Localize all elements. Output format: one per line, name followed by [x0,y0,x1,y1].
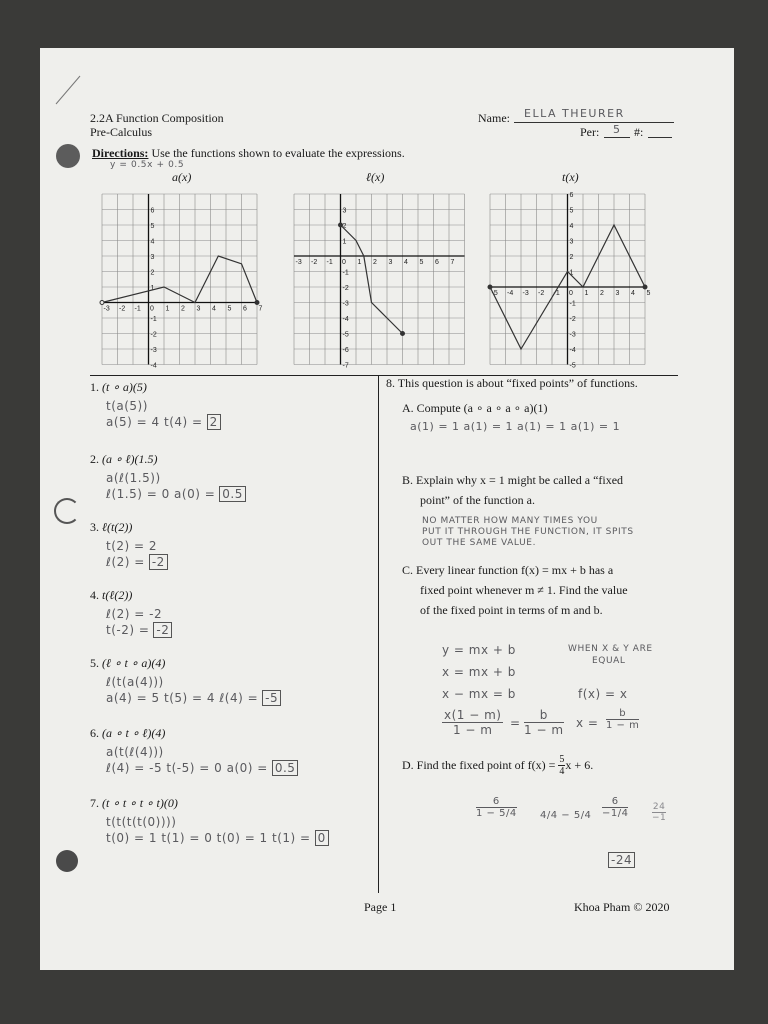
question-prompt: 4. t(ℓ(2)) [90,588,133,602]
question-prompt: 5. (ℓ ∘ t ∘ a)(4) [90,656,166,670]
question-5 [90,654,375,705]
work-line: ℓ(1.5) = 0 a(0) = 0.5 [106,487,375,501]
work-line: t(0) = 1 t(1) = 0 t(0) = 1 t(1) = 0 [106,831,375,845]
graph-a-label: a(x) [172,170,192,184]
x-tick-label: -5 [491,290,498,297]
x-tick-label: -3 [103,305,110,313]
vertical-divider [378,375,379,893]
question-prompt: 2. (a ∘ ℓ)(1.5) [90,452,158,466]
work-line: a(t(ℓ(4))) [106,745,164,759]
x-tick-label: -4 [507,290,514,297]
x-tick-label: 5 [419,259,424,266]
q8-intro: 8. This question is about “fixed points” of functions. [386,376,638,390]
graph-l-label: ℓ(x) [366,170,385,184]
page-number: Page 1 [364,900,397,914]
y-tick-label: 5 [569,207,574,215]
q8d-prompt: D. Find the fixed point of f(x) = $\frac{5}{4}$ x + 6. [402,754,594,777]
y-tick-label: -3 [342,300,349,308]
y-tick-label: 2 [150,269,155,277]
x-tick-label: -2 [119,305,126,313]
question-prompt: 3. ℓ(t(2)) [90,520,133,534]
y-tick-label: -2 [342,285,349,292]
endpoint-marker [488,285,492,289]
directions-note: y = 0.5x + 0.5 [110,160,185,170]
question-2 [90,450,375,501]
period-line [604,137,630,138]
x-tick-label: 0 [569,290,573,297]
q8d-work-2: 4/4 − 5/4 [540,810,592,821]
x-tick-label: 0 [342,259,346,266]
y-tick-label: -5 [569,362,576,368]
x-tick-label: 3 [615,290,620,297]
pencil-mark [54,74,84,106]
x-tick-label: -3 [295,259,302,266]
y-tick-label: -1 [342,269,349,277]
name-label: Name: [478,111,510,125]
answer-box: 0.5 [272,760,299,776]
x-tick-label: 2 [181,305,185,313]
x-tick-label: 1 [165,305,170,313]
copyright: Khoa Pham © 2020 [574,900,670,914]
x-tick-label: -1 [326,259,333,266]
work-line: ℓ(2) = -2 [106,555,375,569]
q8d-fraction: $\frac{5}{4}$ [559,754,565,777]
course-name: Pre-Calculus [90,125,152,139]
q8c-prompt: C. Every linear function f(x) = mx + b has a fixed point whenever m ≠ 1. Find the value of the fixed point in terms of m and b. [402,563,628,617]
x-tick-label: -3 [522,290,529,297]
x-tick-label: -2 [538,290,545,297]
y-tick-label: -1 [150,316,157,323]
x-tick-label: 6 [435,259,439,266]
x-tick-label: 5 [646,290,651,297]
q8c-frac-rhs: b 1 − m [524,708,564,737]
q8c-frac-eq: = [510,716,521,730]
x-tick-label: 4 [631,290,635,297]
x-tick-label: 0 [150,305,154,313]
y-tick-label: 3 [342,207,347,215]
q8d-work-4: 24 −1 [652,802,667,823]
answer-box: 0 [315,830,329,846]
y-tick-label: 6 [150,207,155,215]
y-tick-label: -4 [150,362,157,368]
y-tick-label: -2 [150,331,157,339]
y-tick-label: -4 [569,347,576,354]
graph-l [290,188,466,368]
period-value: 5 [613,123,621,136]
q8d-answer: -24 [608,852,635,868]
q8a-prompt: A. Compute (a ∘ a ∘ a ∘ a)(1) [402,401,548,415]
y-tick-label: 4 [569,223,574,230]
work-line: t(t(t(t(0)))) [106,815,177,829]
q8b-work: NO MATTER HOW MANY TIMES YOU PUT IT THROUGH THE FUNCTION, IT SPITS OUT THE SAME VALUE. [422,516,634,548]
x-tick-label: 4 [212,305,216,313]
q8c-result-frac: b 1 − m [606,708,640,731]
y-tick-label: 3 [569,238,574,246]
answer-box: -2 [149,554,168,570]
x-tick-label: 6 [243,305,247,313]
q8c-work-side2: EQUAL [592,656,626,666]
answer-box: 0.5 [219,486,246,502]
x-tick-label: 7 [258,305,263,313]
x-tick-label: 2 [373,259,377,266]
work-line: ℓ(2) = -2 [106,607,163,621]
hole-punch-bottom [56,850,78,872]
q8c-work-l1: y = mx + b [442,643,516,657]
x-tick-label: 2 [600,290,604,297]
q8c-work-side3: f(x) = x [578,687,628,701]
hole-punch-mid [54,498,80,524]
y-tick-label: 5 [150,223,155,230]
endpoint-marker [339,223,343,227]
name-line [514,122,674,123]
question-1 [90,378,375,429]
y-tick-label: -3 [150,347,157,354]
directions-text: Use the functions shown to evaluate the expressions. [151,146,405,160]
work-line: t(2) = 2 [106,539,158,553]
hole-punch-top [56,144,80,168]
q8c-work-l3: x − mx = b [442,687,516,701]
directions-label: Directions: [92,146,149,160]
x-tick-label: 3 [196,305,201,313]
question-prompt: 7. (t ∘ t ∘ t ∘ t)(0) [90,796,178,810]
y-tick-label: -4 [342,316,349,323]
x-tick-label: 1 [357,259,362,266]
y-tick-label: 1 [342,238,347,246]
work-line: ℓ(4) = -5 t(-5) = 0 a(0) = 0.5 [106,761,375,775]
endpoint-marker [401,332,405,336]
question-6 [90,724,375,775]
x-tick-label: -1 [553,290,560,297]
graph-t-label: t(x) [562,170,579,184]
y-tick-label: -5 [342,331,349,339]
x-tick-label: 1 [584,290,589,297]
work-line: a(5) = 4 t(4) = 2 [106,415,375,429]
y-tick-label: -7 [342,362,349,368]
work-line: a(ℓ(1.5)) [106,471,161,485]
x-tick-label: -1 [134,305,141,313]
work-line: ℓ(t(a(4))) [106,675,164,689]
work-line: t(a(5)) [106,399,148,413]
answer-box: -5 [262,690,281,706]
y-tick-label: 2 [342,223,347,230]
y-tick-label: 1 [150,285,155,292]
x-tick-label: 5 [227,305,232,313]
y-tick-label: 3 [150,254,155,261]
work-line: t(-2) = -2 [106,623,375,637]
q8a-work: a(1) = 1 a(1) = 1 a(1) = 1 a(1) = 1 [410,420,621,433]
y-tick-label: -2 [569,316,576,323]
worksheet-page [40,48,734,970]
period-label: Per: [580,125,600,139]
question-4 [90,586,375,637]
q8d-work-3: 6 −1/4 [602,796,629,819]
question-7 [90,794,375,845]
work-line: a(4) = 5 t(5) = 4 ℓ(4) = -5 [106,691,375,705]
graph-t [486,188,658,368]
endpoint-marker [255,301,259,305]
q8c-frac-lhs: x(1 − m) 1 − m [444,708,502,737]
question-prompt: 6. (a ∘ t ∘ ℓ)(4) [90,726,166,740]
graph-a [98,188,270,368]
directions [92,146,405,161]
x-tick-label: 7 [450,259,455,266]
y-tick-label: 2 [569,254,574,261]
y-tick-label: -6 [342,347,349,354]
q8c-result-lhs: x = [576,716,599,730]
worksheet-title: 2.2A Function Composition [90,111,224,125]
x-tick-label: 3 [388,259,393,266]
y-tick-label: -3 [569,331,576,339]
question-prompt: 1. (t ∘ a)(5) [90,380,147,394]
y-tick-label: 4 [150,238,155,246]
question-3 [90,518,375,569]
answer-box: 2 [207,414,221,430]
q8d-work-1: 6 1 − 5/4 [476,796,517,819]
q8c-work-side1: WHEN X & Y ARE [568,644,653,654]
number-label: #: [634,125,644,139]
y-tick-label: 1 [569,269,574,277]
answer-box: -2 [153,622,172,638]
q8c-work-l2: x = mx + b [442,665,516,679]
q8b-prompt: B. Explain why x = 1 might be called a “fixed point” of the function a. [402,473,624,507]
number-line [648,137,672,138]
x-tick-label: -2 [311,259,318,266]
y-tick-label: 6 [569,192,574,199]
endpoint-marker [100,301,104,305]
y-tick-label: -1 [569,300,576,308]
endpoint-marker [643,285,647,289]
x-tick-label: 4 [404,259,408,266]
student-name: ELLA THEURER [524,107,625,120]
questions-column [90,378,375,888]
